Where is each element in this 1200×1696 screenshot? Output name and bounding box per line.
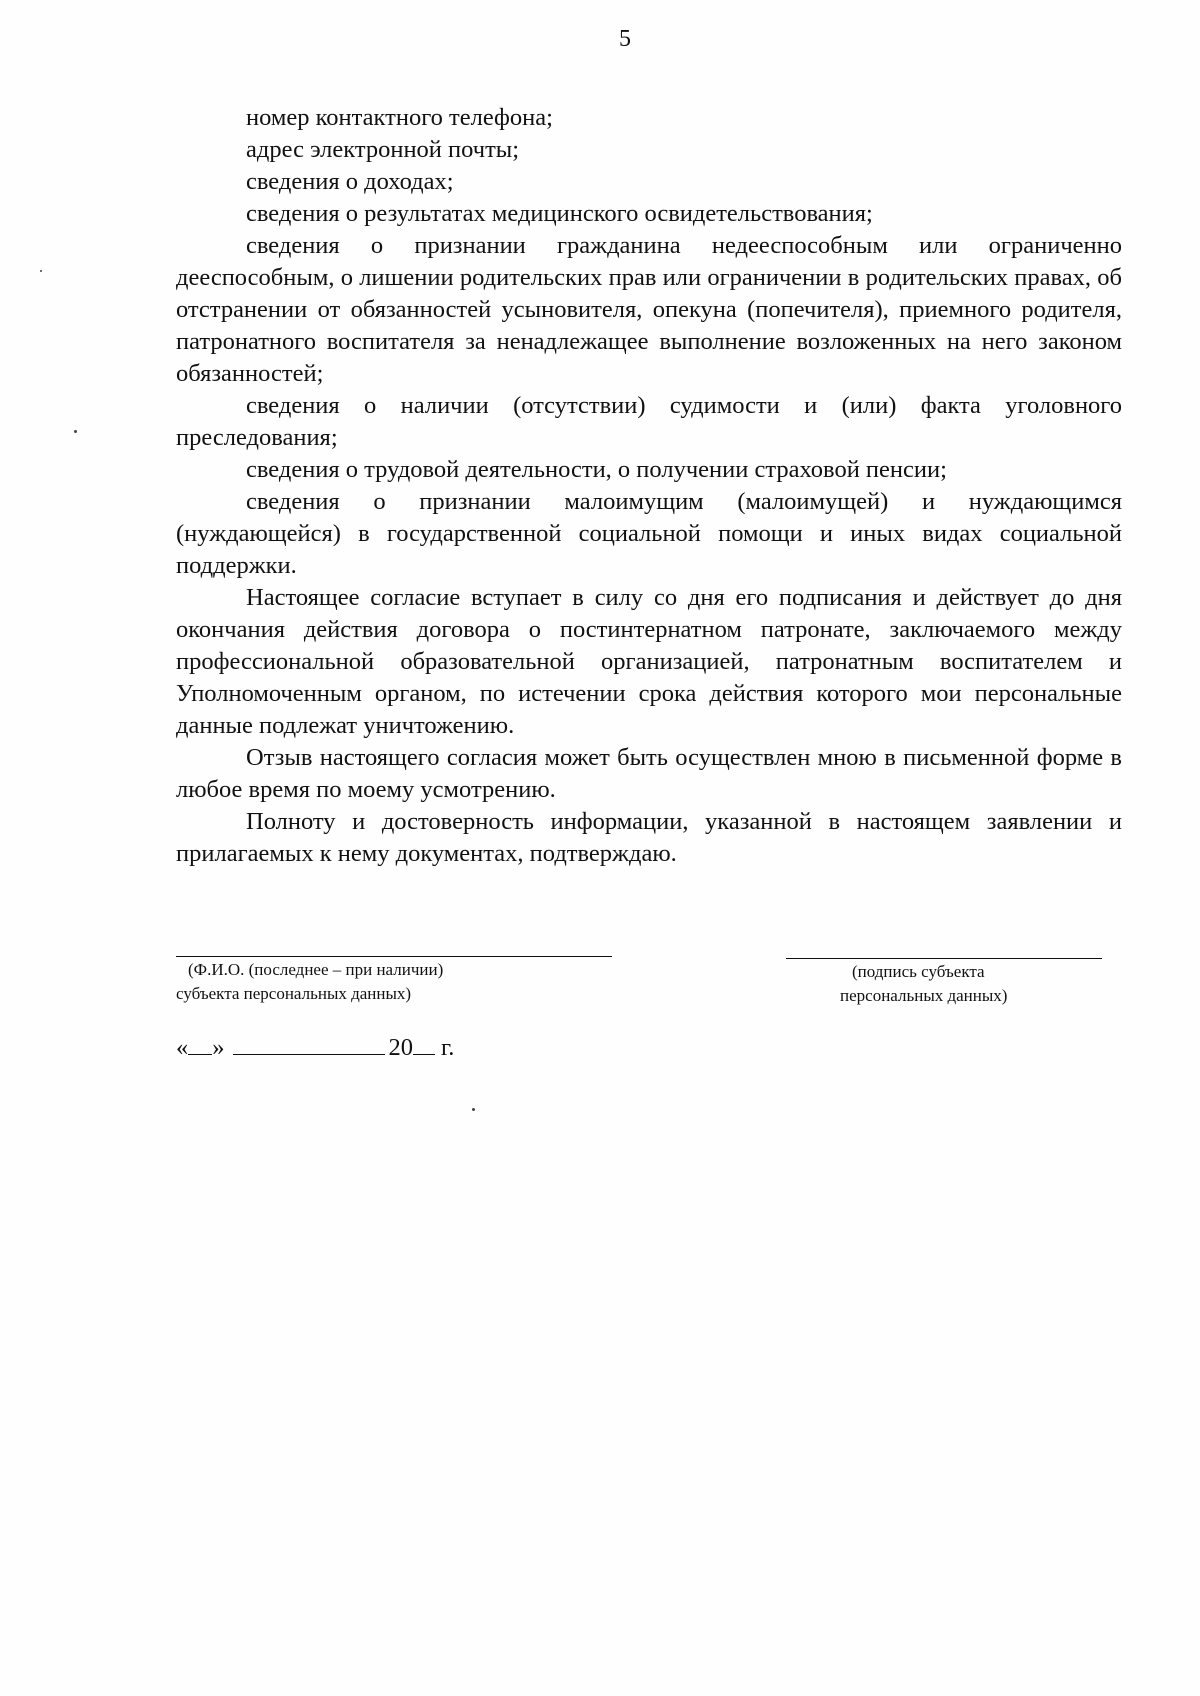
name-caption-line2: субъекта персональных данных) — [176, 984, 412, 1003]
signature-caption-line2: персональных данных) — [840, 986, 1008, 1005]
paragraph-employment: сведения о трудовой деятельности, о получении страховой пенсии; — [246, 456, 947, 483]
paragraph-low-income: сведения о признании малоимущим (малоимущей) и нуждающимся (нуждающейся) в государственной социальной помощи и иных видах социальной поддержки. — [176, 488, 1122, 579]
paragraph-criminal-record: сведения о наличии (отсутствии) судимости и (или) факта уголовного преследования; — [176, 392, 1122, 451]
date-field — [176, 1032, 454, 1064]
scan-speck — [472, 1108, 475, 1111]
paragraph-email: адрес электронной почты; — [246, 136, 520, 163]
scan-speck — [40, 270, 42, 272]
paragraph-consent-validity: Настоящее согласие вступает в силу со дня его подписания и действует до дня окончания действия договора о постинтернатном патронате, заключаемого между профессиональной образовательной организацией, патронатным воспитателем и Уполномоченным органом, по истечении срока действия которого мои персональные данные подлежат уничтожению. — [176, 584, 1122, 739]
signature-line — [786, 958, 1102, 959]
month-blank — [233, 1032, 385, 1055]
page-number: 5 — [619, 26, 631, 52]
date-close-quote: » — [212, 1034, 225, 1061]
year-blank — [413, 1032, 435, 1055]
paragraph-phone: номер контактного телефона; — [246, 104, 553, 131]
day-blank — [188, 1032, 212, 1055]
paragraph-medical: сведения о результатах медицинского освидетельствования; — [246, 200, 873, 227]
name-caption-line1: (Ф.И.О. (последнее – при наличии) — [188, 960, 444, 979]
year-suffix: г. — [441, 1034, 455, 1061]
scan-speck — [74, 430, 77, 433]
signature-caption-line1: (подпись субъекта — [852, 962, 985, 981]
document-body — [176, 102, 1122, 870]
paragraph-income: сведения о доходах; — [246, 168, 454, 195]
paragraph-confirmation: Полноту и достоверность информации, указанной в настоящем заявлении и прилагаемых к нему документах, подтверждаю. — [176, 808, 1122, 867]
date-open-quote: « — [176, 1034, 189, 1061]
name-signature-line — [176, 956, 612, 957]
paragraph-incapacity: сведения о признании гражданина недееспособным или ограниченно дееспособным, о лишении родительских прав или ограничении в родительских правах, об отстранении от обязанностей усыновителя, опекуна (попечителя), приемного родителя, патронатного воспитателя за ненадлежащее выполнение возложенных на него законом обязанностей; — [176, 232, 1122, 387]
year-prefix: 20 — [388, 1034, 413, 1061]
paragraph-consent-withdrawal: Отзыв настоящего согласия может быть осуществлен мною в письменной форме в любое время по моему усмотрению. — [176, 744, 1122, 803]
